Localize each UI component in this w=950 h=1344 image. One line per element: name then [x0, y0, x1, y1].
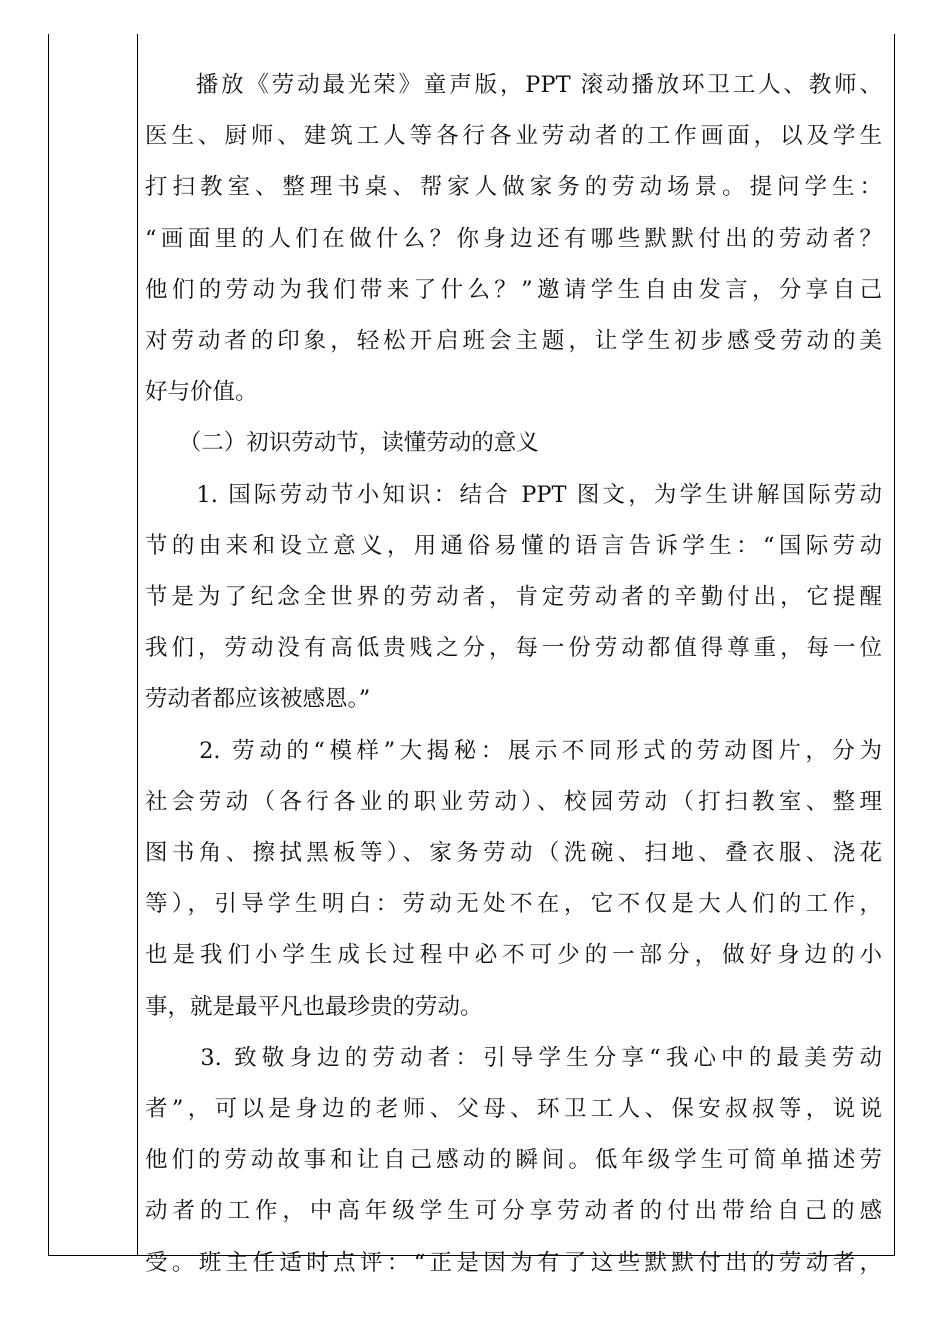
text-line: 好与价值。 — [145, 379, 258, 406]
text-line: 节是为了纪念全世界的劳动者，肯定劳动者的辛勤付出，它提醒 — [145, 584, 882, 610]
text-line: 节的由来和设立意义，用通俗易懂的语言告诉学生：“国际劳动 — [145, 532, 882, 559]
text-line: 播放《劳动最光荣》童声版，PPT 滚动播放环卫工人、教师、 — [145, 72, 882, 98]
text-line: 劳动者都应该被感恩。” — [145, 686, 371, 713]
text-line: 等），引导学生明白：劳动无处不在，它不仅是大人们的工作， — [145, 891, 882, 918]
column-divider — [137, 34, 138, 1256]
text-line: 他们的劳动为我们带来了什么？”邀请学生自由发言，分享自己 — [145, 276, 882, 303]
text-line: 1. 国际劳动节小知识：结合 PPT 图文，为学生讲解国际劳动 — [145, 481, 882, 508]
text-line: 我们，劳动没有高低贵贱之分，每一份劳动都值得尊重，每一位 — [145, 635, 882, 662]
text-line: 也是我们小学生成长过程中必不可少的一部分，做好身边的小 — [145, 942, 882, 969]
text-line: 他们的劳动故事和让自己感动的瞬间。低年级学生可简单描述劳 — [145, 1147, 882, 1174]
text-line: 对劳动者的印象，轻松开启班会主题，让学生初步感受劳动的美 — [145, 328, 882, 354]
text-line: 动者的工作，中高年级学生可分享劳动者的付出带给自己的感 — [145, 1198, 882, 1225]
text-line: 医生、厨师、建筑工人等各行各业劳动者的工作画面，以及学生 — [145, 123, 882, 150]
text-line: 事，就是最平凡也最珍贵的劳动。 — [145, 993, 483, 1020]
text-line: 3. 致敬身边的劳动者：引导学生分享“我心中的最美劳动 — [145, 1044, 882, 1071]
text-line: 图书角、擦拭黑板等）、家务劳动（洗碗、扫地、叠衣服、浇花 — [145, 840, 882, 866]
text-line: 社会劳动（各行各业的职业劳动）、校园劳动（打扫教室、整理 — [145, 788, 882, 815]
text-line: 者”，可以是身边的老师、父母、环卫工人、保安叔叔等，说说 — [145, 1096, 882, 1122]
text-line: 打扫教室、整理书桌、帮家人做家务的劳动场景。提问学生： — [145, 174, 882, 201]
text-line: 2. 劳动的“模样”大揭秘：展示不同形式的劳动图片，分为 — [145, 737, 882, 764]
text-line: 受。班主任适时点评：“正是因为有了这些默默付出的劳动者， — [145, 1249, 882, 1276]
text-line: “画面里的人们在做什么？你身边还有哪些默默付出的劳动者？ — [145, 225, 882, 252]
section-heading: （二）初识劳动节，读懂劳动的意义 — [145, 430, 539, 457]
